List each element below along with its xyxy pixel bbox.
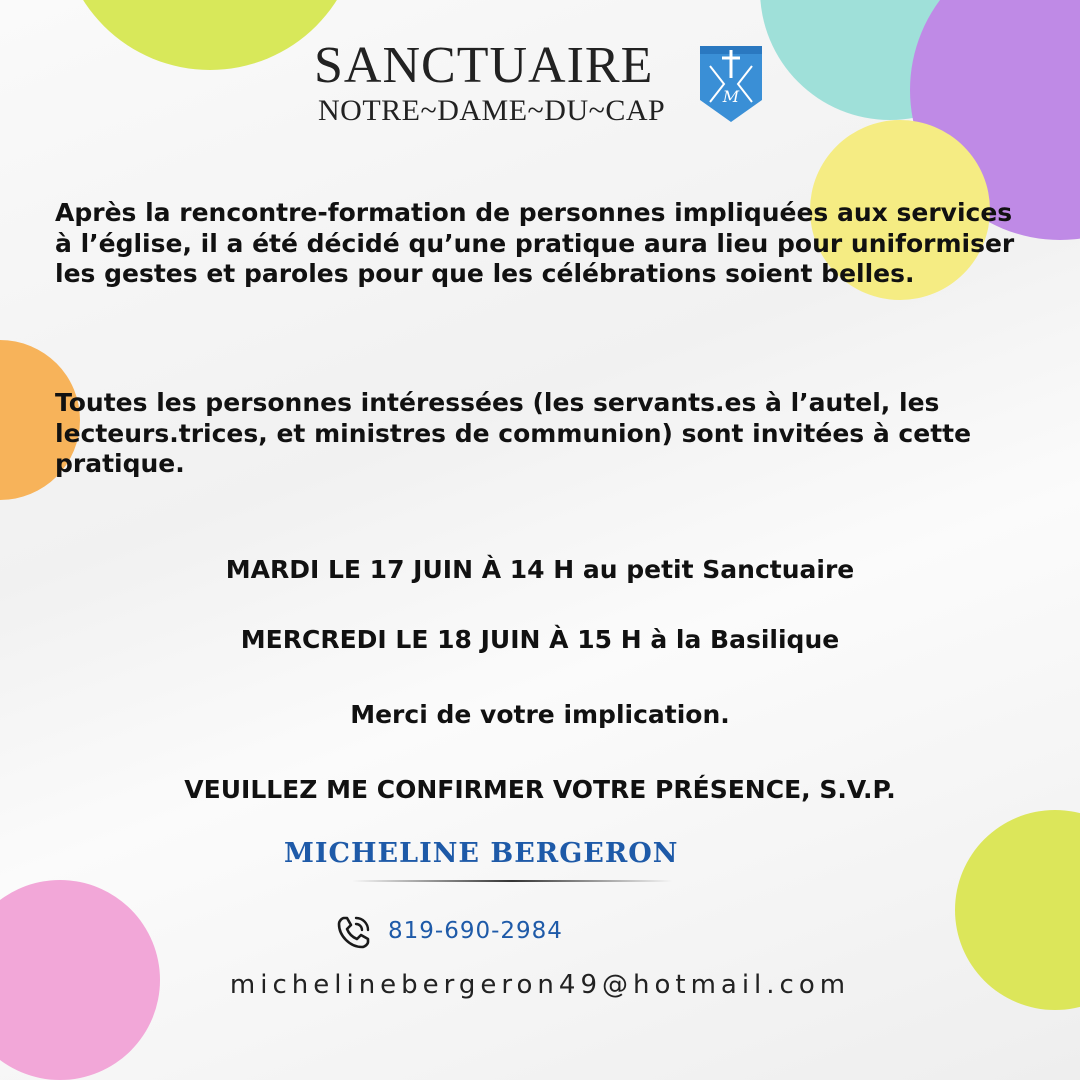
logo-title: SANCTUAIRE (314, 37, 654, 94)
confirm-request: VEUILLEZ ME CONFIRMER VOTRE PRÉSENCE, S.V.P. (184, 775, 896, 804)
thanks-line: Merci de votre implication. (350, 700, 730, 729)
logo-subtitle: NOTRE~DAME~DU~CAP (318, 94, 666, 127)
svg-text:M: M (722, 87, 740, 106)
sanctuary-logo (314, 37, 774, 130)
contact-name: MICHELINE BERGERON (284, 838, 679, 869)
session-wednesday: MERCREDI LE 18 JUIN À 15 H à la Basilique (240, 625, 840, 654)
divider (352, 880, 672, 882)
session-tuesday: MARDI LE 17 JUIN À 14 H au petit Sanctuaire (225, 555, 855, 584)
phone-icon (336, 914, 372, 950)
contact-phone[interactable]: 819-690-2984 (388, 918, 563, 944)
contact-email[interactable]: michelinebergeron49@hotmail.com (229, 970, 851, 1000)
intro-paragraph: Après la rencontre-formation de personnes impliquées aux services à l’église, il a été décidé qu’une pratique aura lieu pour uniformiser les gestes et paroles pour que les célébrations soient belles. (55, 198, 1015, 288)
invitation-paragraph: Toutes les personnes intéressées (les servants.es à l’autel, les lecteurs.trices, et ministres de communion) sont invitées à cette pratique. (55, 388, 972, 478)
sanctuary-crest-icon (696, 44, 766, 124)
